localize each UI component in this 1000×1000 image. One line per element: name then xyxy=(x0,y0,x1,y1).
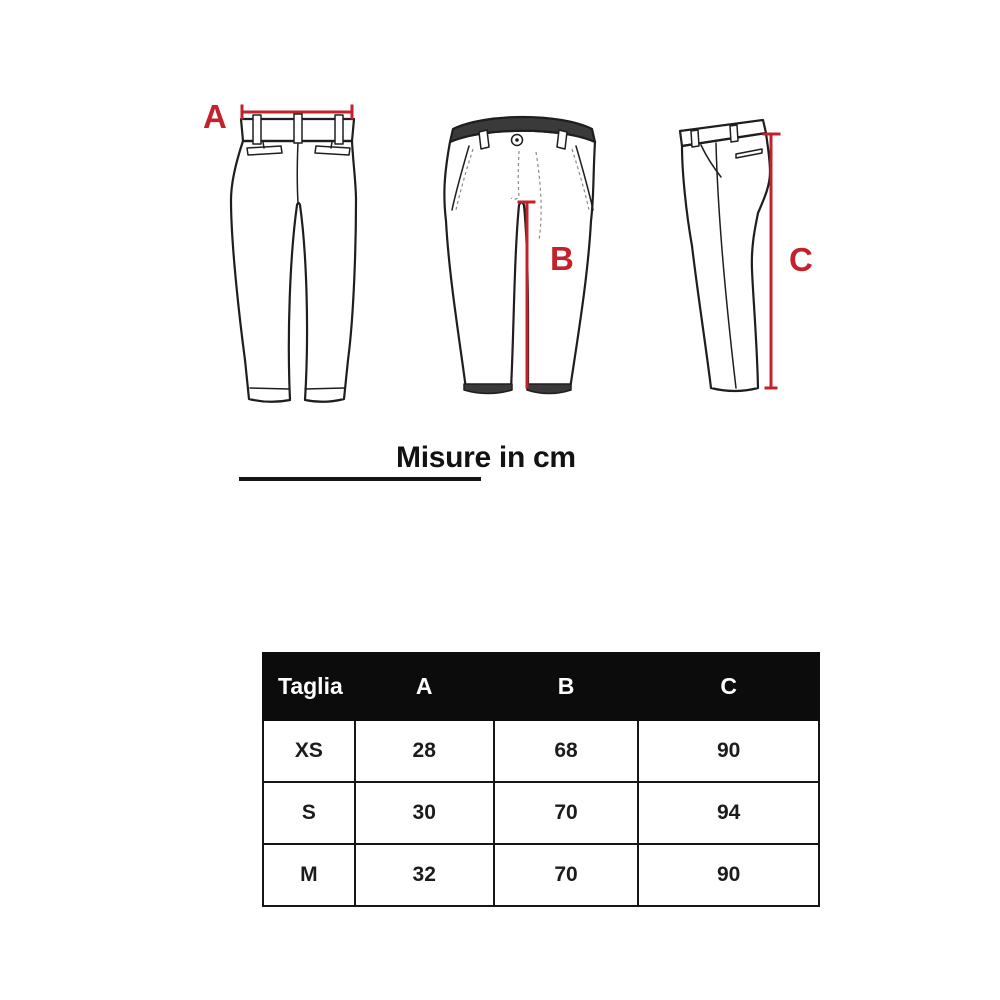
size-table-header-c: C xyxy=(638,653,819,720)
value-cell: 90 xyxy=(638,844,819,906)
front-button-hole xyxy=(515,138,519,142)
size-cell: XS xyxy=(263,720,355,782)
size-table-header-taglia: Taglia xyxy=(263,653,355,720)
value-cell: 90 xyxy=(638,720,819,782)
back-center-seam xyxy=(297,142,298,203)
size-table-header-b: B xyxy=(494,653,639,720)
value-cell: 28 xyxy=(355,720,494,782)
table-row-xs xyxy=(263,720,819,782)
pants-back-view-drawing xyxy=(203,98,356,402)
caption-title: Misure in cm xyxy=(396,441,576,474)
outseam-measure-label: C xyxy=(789,241,813,278)
front-hems xyxy=(464,384,571,394)
side-body-outline xyxy=(682,133,770,391)
caption-underline xyxy=(239,477,481,481)
value-cell: 94 xyxy=(638,782,819,844)
value-cell: 32 xyxy=(355,844,494,906)
size-cell: M xyxy=(263,844,355,906)
pants-side-view-drawing xyxy=(680,120,813,391)
value-cell: 68 xyxy=(494,720,639,782)
table-row-m xyxy=(263,844,819,906)
table-row-s xyxy=(263,782,819,844)
size-table-header-row xyxy=(263,653,819,720)
pants-front-view-drawing xyxy=(444,117,595,394)
size-table xyxy=(262,652,820,907)
size-table-header-a: A xyxy=(355,653,494,720)
inseam-measure-label: B xyxy=(550,240,574,277)
value-cell: 70 xyxy=(494,782,639,844)
value-cell: 30 xyxy=(355,782,494,844)
size-cell: S xyxy=(263,782,355,844)
back-cuff-lines xyxy=(250,388,344,389)
waist-measure-label: A xyxy=(203,98,227,135)
value-cell: 70 xyxy=(494,844,639,906)
back-body-outline xyxy=(231,141,356,402)
